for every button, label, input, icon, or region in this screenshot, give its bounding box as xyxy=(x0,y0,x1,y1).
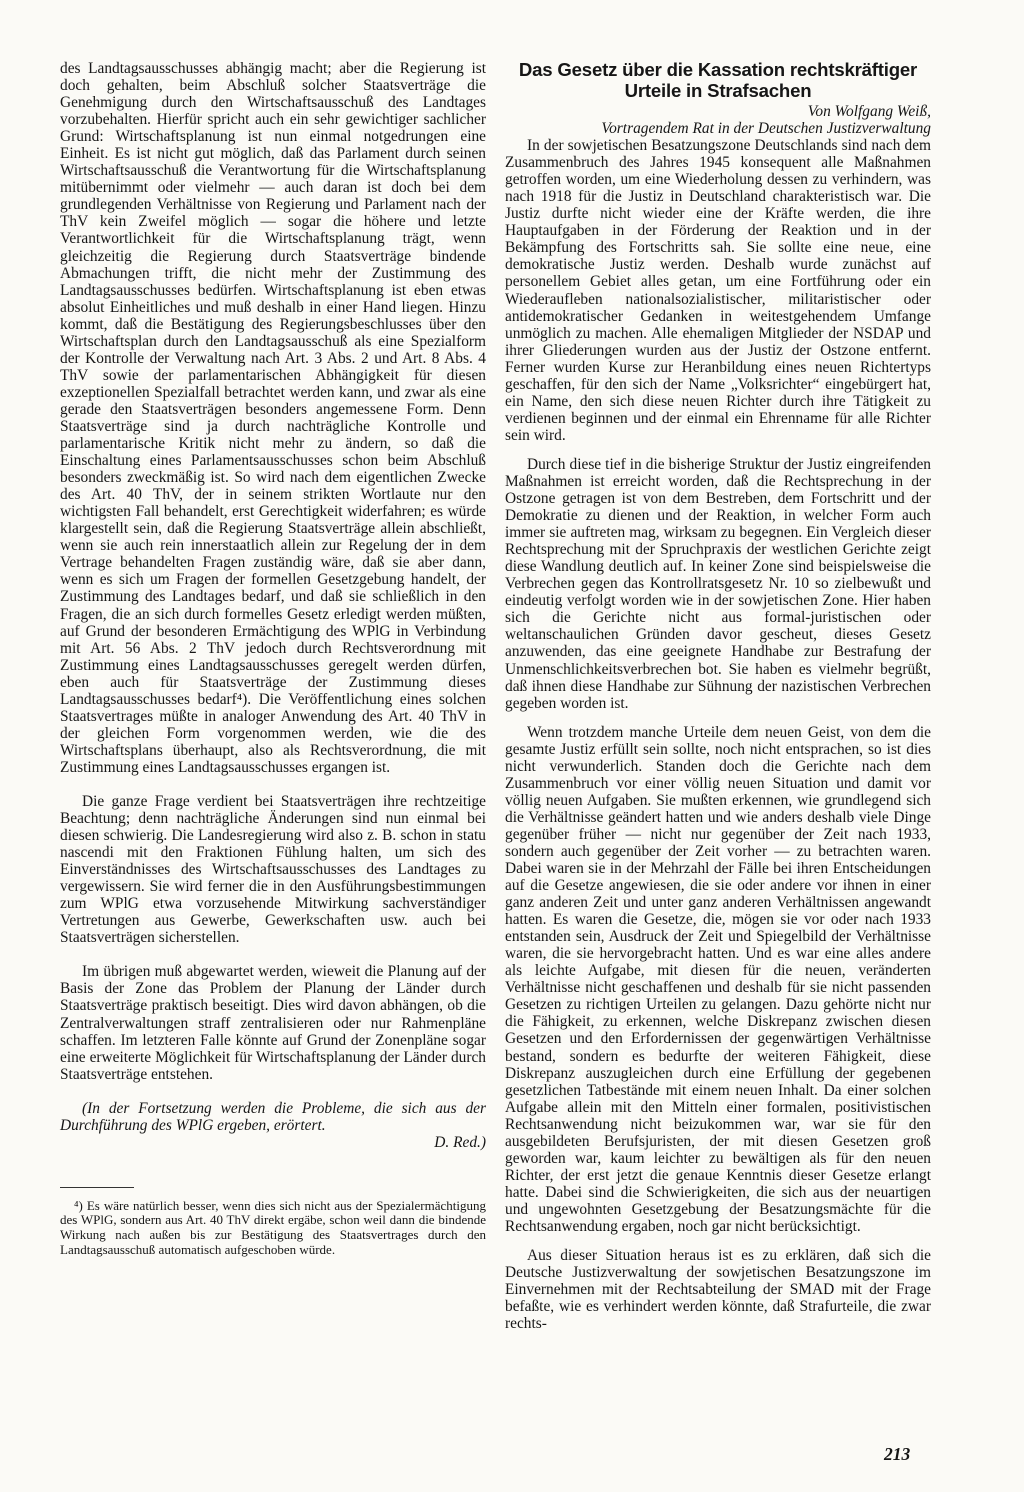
paragraph-urteile: Wenn trotzdem manche Urteile dem neuen Geist, von dem die gesamte Justiz erfüllt sein sollte, noch nicht entsprachen, so ist dies nicht verwunderlich. Standen doch die Gerichte nach dem Zusammenbruch vor einer völlig neuen Situation und damit vor völlig neuen Aufgaben. Sie mußten erkennen, wie grundlegend sich die Verhältnisse geändert hatten und wie anders deshalb viele Dinge gegenüber früher — nicht nur gegenüber der Zeit nach 1933, sondern auch gegenüber der Zeit vorher — zu betrachten waren. Dabei waren sie in der Mehrzahl der Fälle bei ihren Entscheidungen auf die Gesetze angewiesen, die sie oder andere vor ihnen in einer ganz anderen Zeit und unter ganz anderen Verhältnissen angewandt hatten. Es waren die Gesetze, die, mögen sie vor oder nach 1933 entstanden sein, Ausdruck der Zeit und Spiegelbild der Verhältnisse waren, die sie hervorgebracht hatten. Und es war eine alles andere als leichte Aufgabe, mit diesen für die neuen, veränderten Verhältnisse nicht geschaffenen und deshalb für sie nicht passenden Gesetzen zu richtigen Urteilen zu gelangen. Dazu gehörte nicht nur die Fähigkeit, zu erkennen, welche Diskrepanz zwischen diesen Gesetzen und den Erfordernissen der gegenwärtigen Verhältnisse bestand, sondern es bedurfte der weiteren Fähigkeit, diese Diskrepanz auszugleichen durch eine Erfüllung der gegebenen gesetzlichen Tatbestände mit einem neuen Inhalt. Da einer solchen Aufgabe allein mit den Mitteln einer formalen, positivistischen Rechtsanwendung nicht beizukommen war, war sie für den ausgebildeten Berufsjuristen, der mit diesen Gesetzen groß geworden war, kaum leichter zu bewältigen als für den neuen Richter, der erst jetzt die genaue Kenntnis dieser Gesetze erlangt hatte. Dabei sind die Schwierigkeiten, die sich aus der neuartigen und ungewohnten Gesetzgebung der Besatzungsmächte für die Rechtsanwendung ergaben, noch gar nicht berücksichtigt. xyxy=(505,723,931,1235)
paragraph-wirtschaftsplanung: des Landtagsausschusses abhängig macht; aber die Regierung ist doch gehalten, beim Abschluß solcher Staatsverträge die Genehmigung durch den Wirtschaftsausschuß des Landtages vorzubehalten. Hierfür spricht auch ein sehr gewichtiger sachlicher Grund: Wirtschaftsplanung ist nun einmal notgedrungen eine Einheit. Es ist nicht gut möglich, daß das Parlament durch seinen Wirtschaftsausschuß die Verantwortung für die Wirtschaftsplanung mitübernimmt oder vielmehr — auch daran ist doch bei dem grundlegenden Verhältnisse von Regierung und Parlament nach der ThV kein Zweifel möglich — sogar die höhere und letzte Verantwortlichkeit für die Wirtschaftsplanung trägt, wenn gleichzeitig die Regierung durch Staatsverträge bindende Abmachungen trifft, die nicht mehr der Zustimmung des Landtagsausschusses bedürfen. Wirtschaftsplanung ist eben etwas absolut Einheitliches und muß deshalb in einer Hand liegen. Hinzu kommt, daß die Bestätigung des Regierungsbeschlusses über den Wirtschaftsplan durch den Landtagsausschuß als eine Spezialform der Kontrolle der Verwaltung nach Art. 3 Abs. 2 und Art. 8 Abs. 4 ThV sowie der parlamentarischen Abhängigkeit für diesen exzeptionellen Spezialfall betrachtet werden kann, und zwar als eine gerade den Staatsverträgen besonders angemessene Form. Denn Staatsverträge sind ja durch nachträgliche Kontrolle und parlamentarische Kritik nicht mehr zu ändern, so daß die Einschaltung eines Parlamentsausschusses schon beim Abschluß besonders zweckmäßig ist. So wird nach dem eigentlichen Zwecke des Art. 40 ThV, der in seinem strikten Wortlaute nur den wichtigsten Fall behandelt, erst Gerechtigkeit widerfahren; es würde klargestellt sein, daß die Regierung Staatsverträge allein abschließt, wenn sie auch rein innerstaatlich allein zur Regelung der in dem Vertrage behandelten Fragen zuständig wäre, daß sie aber dann, wenn es sich um Fragen der formellen Gesetzgebung handelt, der Zustimmung des Landtages bedarf, und daß sie schließlich in den Fragen, die an sich durch formelles Gesetz erledigt werden müßten, auf Grund der besonderen Ermächtigung des WPlG in Verbindung mit Art. 56 Abs. 2 ThV jedoch durch Rechtsverordnung mit Zustimmung eines Landtagsausschusses geregelt werden dürfen, eben auch für Staatsverträge der Zustimmung dieses Landtagsausschusses bedarf⁴). Die Veröffentlichung eines solchen Staatsvertrages müßte in analoger Anwendung des Art. 40 ThV in der gleichen Form vorgenommen werden, wie die des Wirtschaftsplans überhaupt, also als Rechtsverordnung, die mit Zustimmung eines Landtagsausschusses ergangen ist. xyxy=(60,60,486,776)
article-title-line-2: Urteile in Strafsachen xyxy=(624,79,812,101)
paragraph-rechtsprechung: Durch diese tief in die bisherige Struktur der Justiz eingreifenden Maßnahmen ist erreicht worden, daß die Rechtsprechung in der Ostzone getragen ist von dem Bestreben, dem Fortschritt und der Demokratie zu dienen und der Reaktion, in welcher Form auch immer sie auftreten mag, wirksam zu begegnen. Ein Vergleich dieser Rechtsprechung mit der Spruchpraxis der westlichen Gerichte zeigt diese Wandlung deutlich auf. In keiner Zone sind beispielsweise die Verbrechen gegen das Kontrollratsgesetz Nr. 10 so zielbewußt und eindeutig verfolgt worden wie in der sowjetischen Zone. Hier haben sich die Gerichte nicht aus formal-juristischen oder weltanschaulichen Gründen davor gescheut, dieses Gesetz anzuwenden, das eine geeignete Handhabe zur Bestrafung der Unmenschlichkeitsverbrechen bot. Sie haben es vielmehr begrüßt, daß ihnen diese Handhabe zur Sühnung der nazistischen Verbrechen gegeben worden ist. xyxy=(505,455,931,712)
page-number: 213 xyxy=(884,1444,911,1464)
editorial-note: (In der Fortsetzung werden die Probleme, die sich aus der Durchführung des WPlG ergeben, erörtert. xyxy=(60,1099,486,1134)
right-column xyxy=(505,60,931,1332)
article-title-line-1: Das Gesetz über die Kassation rechtskräftiger xyxy=(518,59,918,80)
paragraph-besatzungszone: In der sowjetischen Besatzungszone Deutschlands sind nach dem Zusammenbruch des Jahres 1945 konsequent alle Maßnahmen getroffen worden, um eine Wiederholung dessen zu verhindern, was nach 1918 für die Justiz in Deutschland charakteristisch war. Die Justiz durfte nicht wieder eine der Kräfte werden, die ihre Hauptaufgaben in der Förderung der Reaktion und in der Bekämpfung des Fortschritts sah. Sie sollte eine neue, eine demokratische Justiz werden. Deshalb wurde zunächst auf personellem Gebiet alles getan, um eine Fortführung oder ein Wiederaufleben nationalsozialistischer, militaristischer oder antidemokratischer Gedanken in weitestgehendem Umfange unmöglich zu machen. Alle ehemaligen Mitglieder der NSDAP und ihrer Gliederungen wurden aus der Justiz der Ostzone entfernt. Ferner wurden Kurse zur Heranbildung eines neuen Richtertyps geschaffen, für den sich der Name „Volksrichter“ eingebürgert hat, ein Name, den sich diese neuen Richter durch ihre Tätigkeit zu verdienen beginnen und der einmal ein Ehrenname für alle Richter sein wird. xyxy=(505,137,931,444)
article-author-role: Vortragendem Rat in der Deutschen Justizverwaltung xyxy=(601,120,931,138)
article-title xyxy=(505,60,931,101)
paragraph-zonenplanung: Im übrigen muß abgewartet werden, wieweit die Planung auf der Basis der Zone das Problem der Planung der Länder durch Staatsverträge praktisch beseitigt. Dies wird davon abhängen, ob die Zentralverwaltungen straff zentralisieren oder nur Rahmenpläne schaffen. Im letzteren Falle könnte auf Grund der Zonenpläne sogar eine erweiterte Möglichkeit für Wirtschaftsplanung der Länder durch Staatsverträge entstehen. xyxy=(60,963,486,1083)
article-author: Von Wolfgang Weiß, xyxy=(807,103,931,120)
footnote-4: ⁴) Es wäre natürlich besser, wenn dies sich nicht aus der Spezialermächtigung des WPlG, sondern aus Art. 40 ThV direkt ergäbe, schon weil dann die bindende Wirkung nach außen bis zur Bestätigung des Staatsvertrages durch den Landtagsausschuß automatisch aufgeschoben würde. xyxy=(60,1197,486,1257)
left-column xyxy=(60,60,486,1257)
paragraph-situation: Aus dieser Situation heraus ist es zu erklären, daß sich die Deutsche Justizverwaltung der sowjetischen Besatzungszone im Einvernehmen mit der Rechtsabteilung der SMAD mit der Frage befaßte, wie es verhindert werden könnte, daß Strafurteile, die zwar rechts- xyxy=(505,1247,931,1333)
paragraph-beachtung: Die ganze Frage verdient bei Staatsverträgen ihre rechtzeitige Beachtung; denn nachträgliche Änderungen sind nun einmal bei diesen schwierig. Die Landesregierung wird also z. B. schon in statu nascendi mit den Fraktionen Fühlung halten, um sich des Einverständnisses des Wirtschaftsausschusses des Landtages zu vergewissern. Sie wird ferner die in den Ausführungsbestimmungen zum WPlG etwa vorzusehende Mitwirkung sachverständiger Vertretungen aus Gewerbe, Gewerkschaften usw. auch bei Staatsverträgen sicherstellen. xyxy=(60,792,486,947)
footnote-divider xyxy=(60,1187,134,1188)
editorial-signature: D. Red.) xyxy=(434,1133,486,1151)
